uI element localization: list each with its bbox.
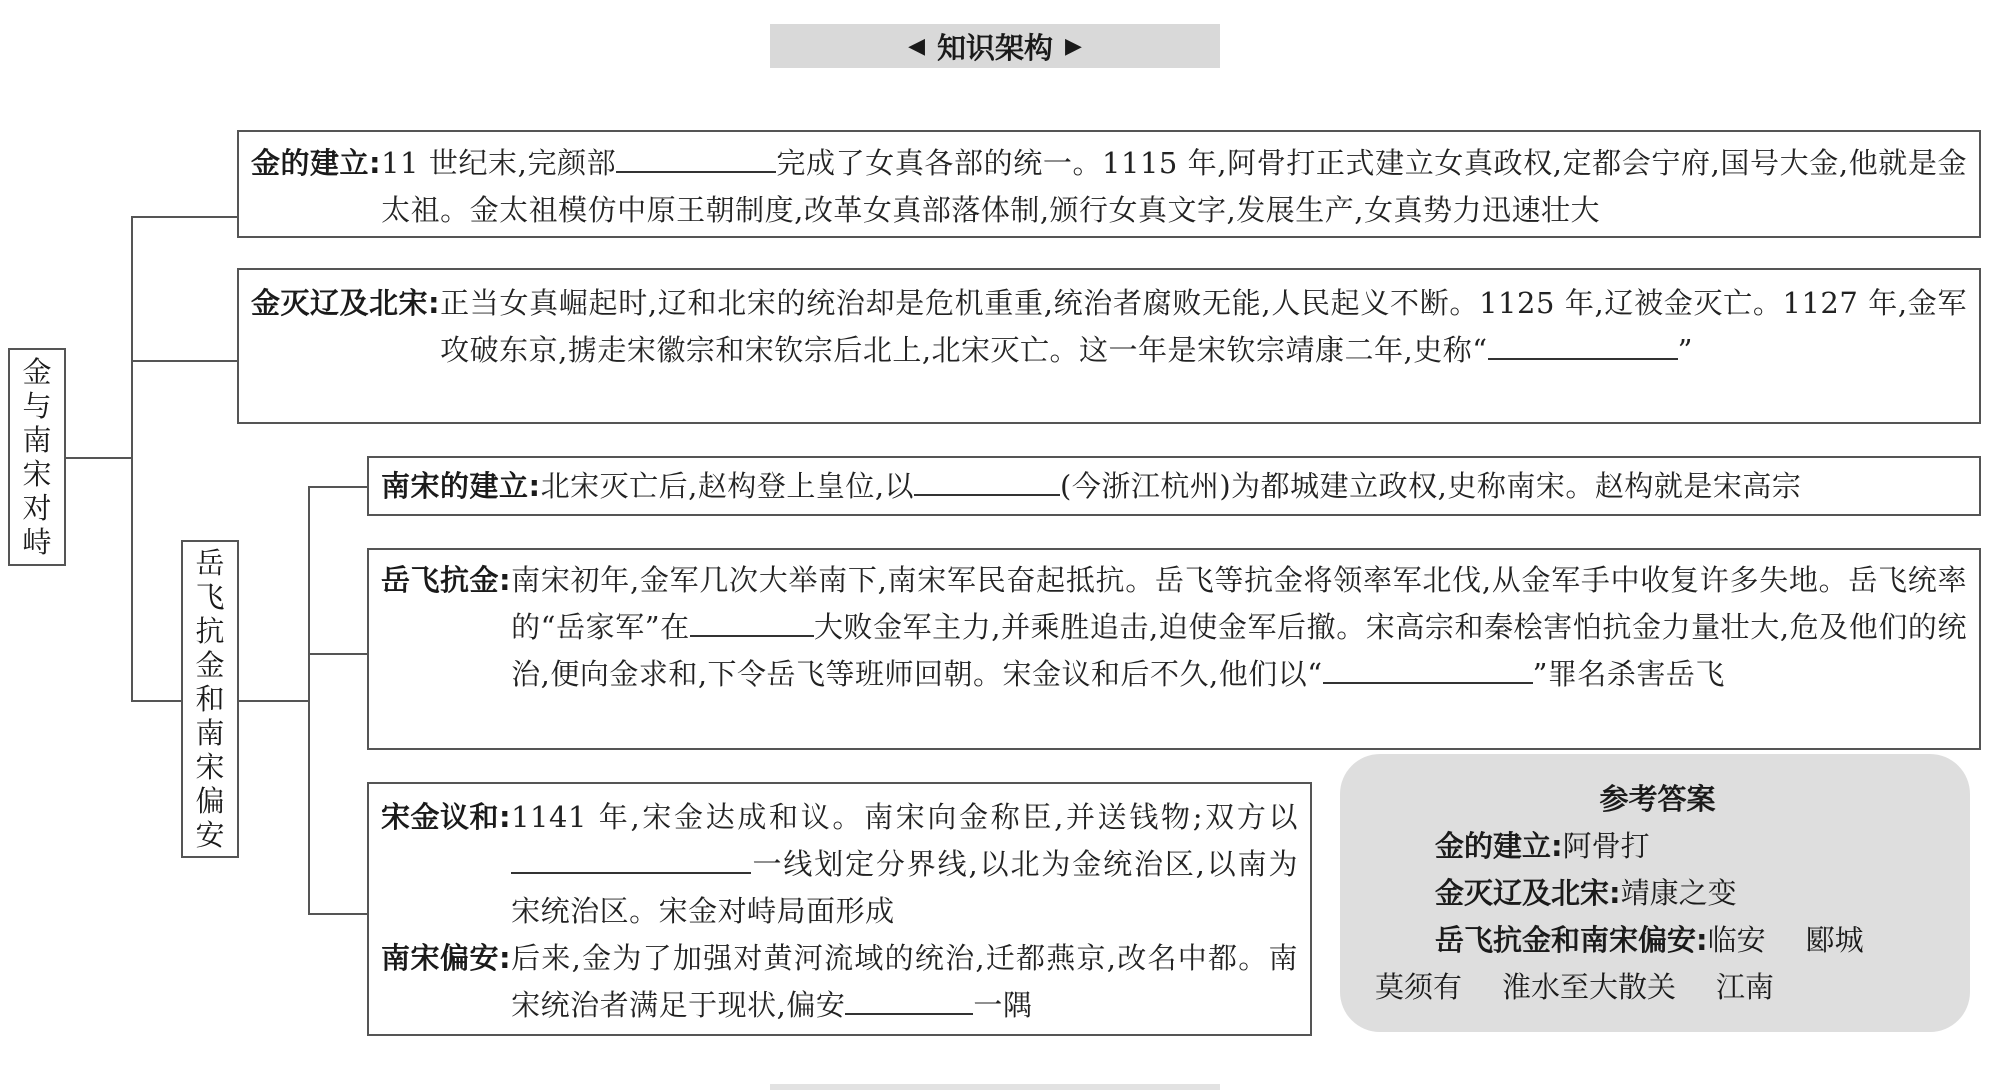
branch-node-yuefei: 岳飞抗金和南宋偏安 — [181, 540, 239, 858]
connector-line — [131, 360, 238, 362]
node-jin-founding — [237, 130, 1981, 238]
node-label: 金的建立: — [251, 146, 382, 180]
node-text: 南宋初年,金军几次大举南下,南宋军民奋起抵抗。岳飞等抗金将领率军北伐,从金军手中收复许多失地。岳飞统率的“岳家军”在 大败金军主力,并乘胜追击,迫使金军后撤。宋高宗和秦桧害怕抗金力量壮大,危及他们的统治,便向金求和,下令岳飞等班师回朝。宋金议和后不久,他们以“ ”罪名杀害岳飞 — [511, 563, 1967, 691]
node-label: 岳飞抗金: — [381, 563, 512, 597]
fill-blank — [690, 605, 814, 637]
banner-title: 知识架构 — [936, 30, 1053, 65]
fill-blank — [845, 983, 973, 1015]
connector-line — [131, 216, 133, 701]
node-southern-song-founding — [367, 456, 1981, 516]
node-text: 北宋灭亡后,赵构登上皇位,以 (今浙江杭州)为都城建立政权,史称南宋。赵构就是宋高宗 — [541, 463, 1967, 510]
fill-blank — [511, 842, 751, 874]
node-label: 金灭辽及北宋: — [251, 286, 441, 320]
answer-row: 岳飞抗金和南宋偏安:临安 郾城 — [1435, 923, 1864, 957]
node-text: 后来,金为了加强对黄河流域的统治,迁都燕京,改名中都。南宋统治者满足于现状,偏安 一隅 — [511, 941, 1298, 1022]
root-node: 金与南宋对峙 — [8, 348, 66, 566]
node-peace-and-pian-an — [367, 782, 1312, 1036]
node-yuefei-resists-jin — [367, 548, 1981, 750]
answer-row: 金的建立:阿骨打 — [1435, 829, 1650, 863]
fill-blank — [1323, 652, 1533, 684]
connector-line — [131, 700, 181, 702]
connector-line — [308, 486, 310, 914]
connector-line — [308, 653, 368, 655]
connector-line — [308, 913, 368, 915]
fill-blank — [914, 464, 1060, 496]
bottom-divider — [770, 1084, 1220, 1090]
right-triangle-icon: ▶ — [1065, 33, 1082, 59]
left-triangle-icon: ◀ — [908, 33, 925, 59]
connector-line — [308, 486, 368, 488]
connector-line — [239, 700, 309, 702]
section-banner — [770, 24, 1220, 68]
answer-row: 金灭辽及北宋:靖康之变 — [1435, 876, 1737, 910]
fill-blank — [616, 141, 776, 173]
node-label: 宋金议和: — [381, 800, 512, 834]
answer-panel — [1340, 754, 1970, 1032]
answer-row: 莫须有 淮水至大散关 江南 — [1375, 970, 1775, 1004]
node-text: 11 世纪末,完颜部 完成了女真各部的统一。1115 年,阿骨打正式建立女真政权,定都会宁府,国号大金,他就是金太祖。金太祖模仿中原王朝制度,改革女真部落体制,颁行女真文字,发展生产,女真势力迅速壮大 — [381, 140, 1967, 234]
node-text: 正当女真崛起时,辽和北宋的统治却是危机重重,统治者腐败无能,人民起义不断。1125 年,辽被金灭亡。1127 年,金军攻破东京,掳走宋徽宗和宋钦宗后北上,北宋灭亡。这一年是宋钦宗靖康二年,史称“ ” — [440, 286, 1967, 367]
fill-blank — [1488, 328, 1678, 360]
connector-line — [131, 216, 238, 218]
answer-title: 参考答案 — [1599, 782, 1716, 816]
node-jin-destroys-liao-song — [237, 268, 1981, 424]
node-label: 南宋偏安: — [381, 941, 512, 975]
node-text: 1141 年,宋金达成和议。南宋向金称臣,并送钱物;双方以一线划定分界线,以北为金统治区,以南为宋统治区。宋金对峙局面形成 — [511, 800, 1298, 928]
node-label: 南宋的建立: — [381, 469, 541, 503]
connector-line — [66, 457, 132, 459]
